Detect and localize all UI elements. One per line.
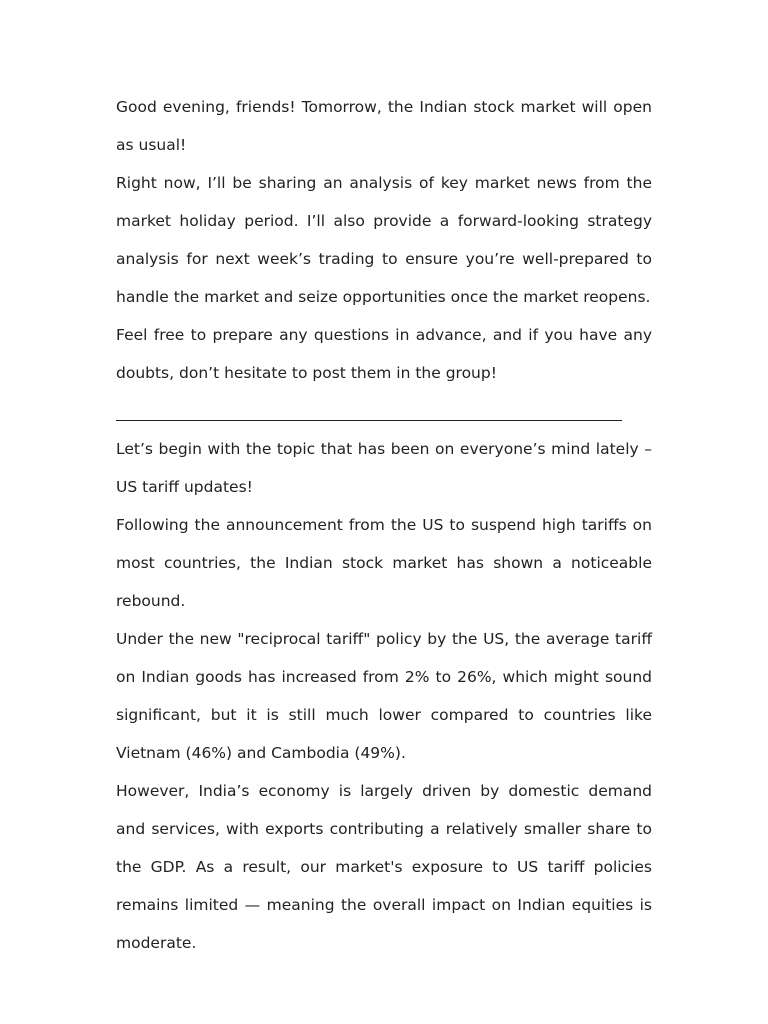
intro-paragraph-analysis: Right now, I’ll be sharing an analysis of key market news from the market holiday period. I’ll also provide a forward-looking strategy analysis for next week’s trading to ensure you’re well-prepared to handle the market and seize opportunities once the market reopens.: [116, 174, 652, 306]
document-body: [116, 88, 652, 962]
intro-paragraph-greeting: Good evening, friends! Tomorrow, the Indian stock market will open as usual!: [116, 98, 652, 154]
body-paragraph-topic: Let’s begin with the topic that has been on everyone’s mind lately – US tariff updates!: [116, 440, 652, 496]
body-paragraph-economy: However, India’s economy is largely driven by domestic demand and services, with exports contributing a relatively smaller share to the GDP. As a result, our market's exposure to US tariff policies remains limited — meaning the overall impact on Indian equities is moderate.: [116, 782, 652, 952]
intro-paragraph-questions: Feel free to prepare any questions in advance, and if you have any doubts, don’t hesitate to post them in the group!: [116, 326, 652, 382]
body-paragraph-reciprocal-tariff: Under the new "reciprocal tariff" policy by the US, the average tariff on Indian goods has increased from 2% to 26%, which might sound significant, but it is still much lower compared to countries like Vietnam (46%) and Cambodia (49%).: [116, 630, 652, 762]
section-divider: [116, 392, 652, 430]
body-paragraph-rebound: Following the announcement from the US to suspend high tariffs on most countries, the Indian stock market has shown a noticeable rebound.: [116, 516, 652, 610]
divider-line: [116, 420, 622, 421]
